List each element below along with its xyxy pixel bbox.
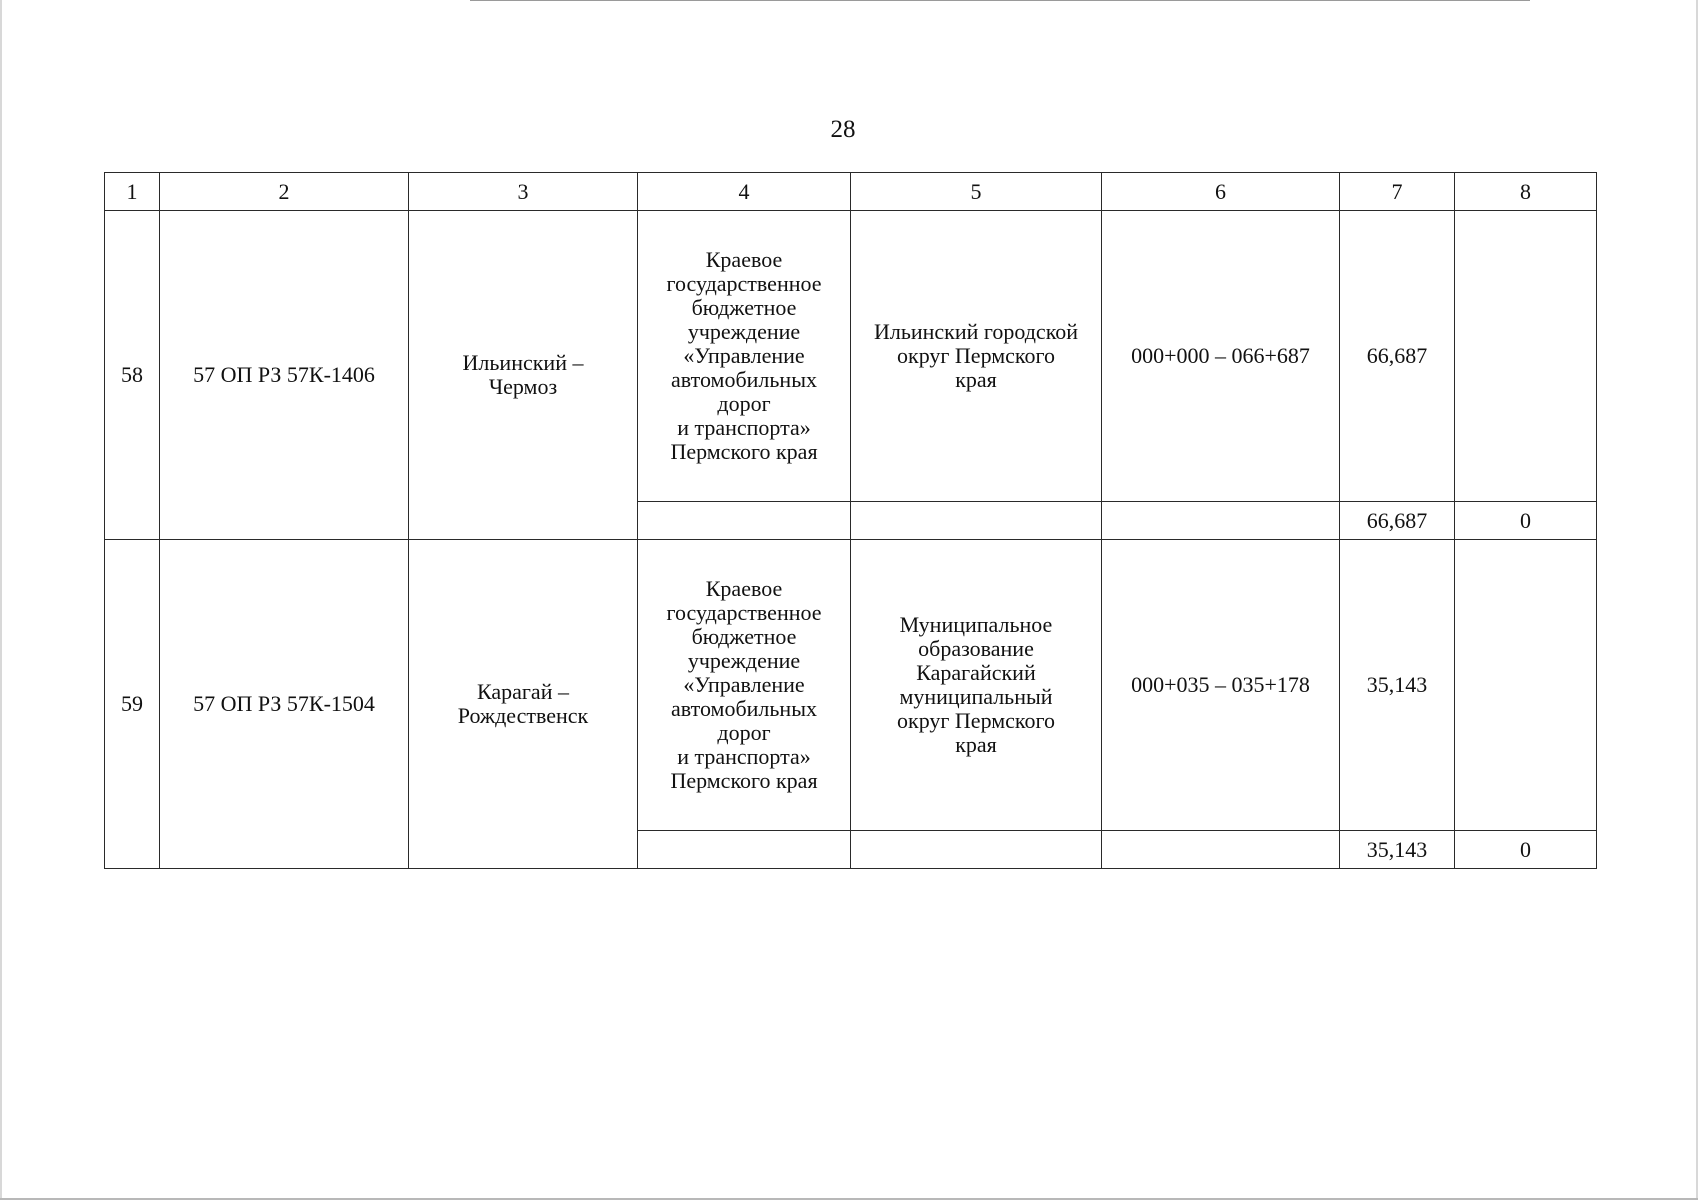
road-name: Ильинский – Чермоз [409,211,638,540]
subtotal-empty-5 [851,831,1102,869]
road-km-range: 000+035 – 035+178 [1102,540,1340,831]
road-name: Карагай – Рождественск [409,540,638,869]
road-length: 35,143 [1340,540,1455,831]
page-left-edge [0,0,2,1200]
road-col8 [1455,211,1597,502]
subtotal-length: 35,143 [1340,831,1455,869]
column-number-1: 1 [105,173,160,211]
column-number-4: 4 [638,173,851,211]
road-km-range: 000+000 – 066+687 [1102,211,1340,502]
roads-table [104,172,1597,869]
subtotal-empty-4 [638,502,851,540]
road-col8 [1455,540,1597,831]
page-top-border [470,0,1530,1]
subtotal-col8: 0 [1455,502,1597,540]
row-number: 59 [105,540,160,869]
subtotal-empty-4 [638,831,851,869]
subtotal-length: 66,687 [1340,502,1455,540]
subtotal-empty-5 [851,502,1102,540]
column-number-6: 6 [1102,173,1340,211]
subtotal-empty-6 [1102,831,1340,869]
table-row [105,540,1597,831]
page-number: 28 [830,116,856,143]
column-number-row [105,173,1597,211]
road-territory: Муниципальное образование Карагайский муниципальный округ Пермского края [851,540,1102,831]
row-number: 58 [105,211,160,540]
column-number-5: 5 [851,173,1102,211]
road-owner: Краевое государственное бюджетное учреждение «Управление автомобильных дорог и транспорта» Пермского края [638,540,851,831]
road-owner: Краевое государственное бюджетное учреждение «Управление автомобильных дорог и транспорта» Пермского края [638,211,851,502]
column-number-3: 3 [409,173,638,211]
table-row [105,211,1597,502]
subtotal-col8: 0 [1455,831,1597,869]
road-id: 57 ОП РЗ 57К-1504 [160,540,409,869]
column-number-8: 8 [1455,173,1597,211]
road-territory: Ильинский городской округ Пермского края [851,211,1102,502]
road-length: 66,687 [1340,211,1455,502]
column-number-2: 2 [160,173,409,211]
subtotal-empty-6 [1102,502,1340,540]
column-number-7: 7 [1340,173,1455,211]
road-id: 57 ОП РЗ 57К-1406 [160,211,409,540]
